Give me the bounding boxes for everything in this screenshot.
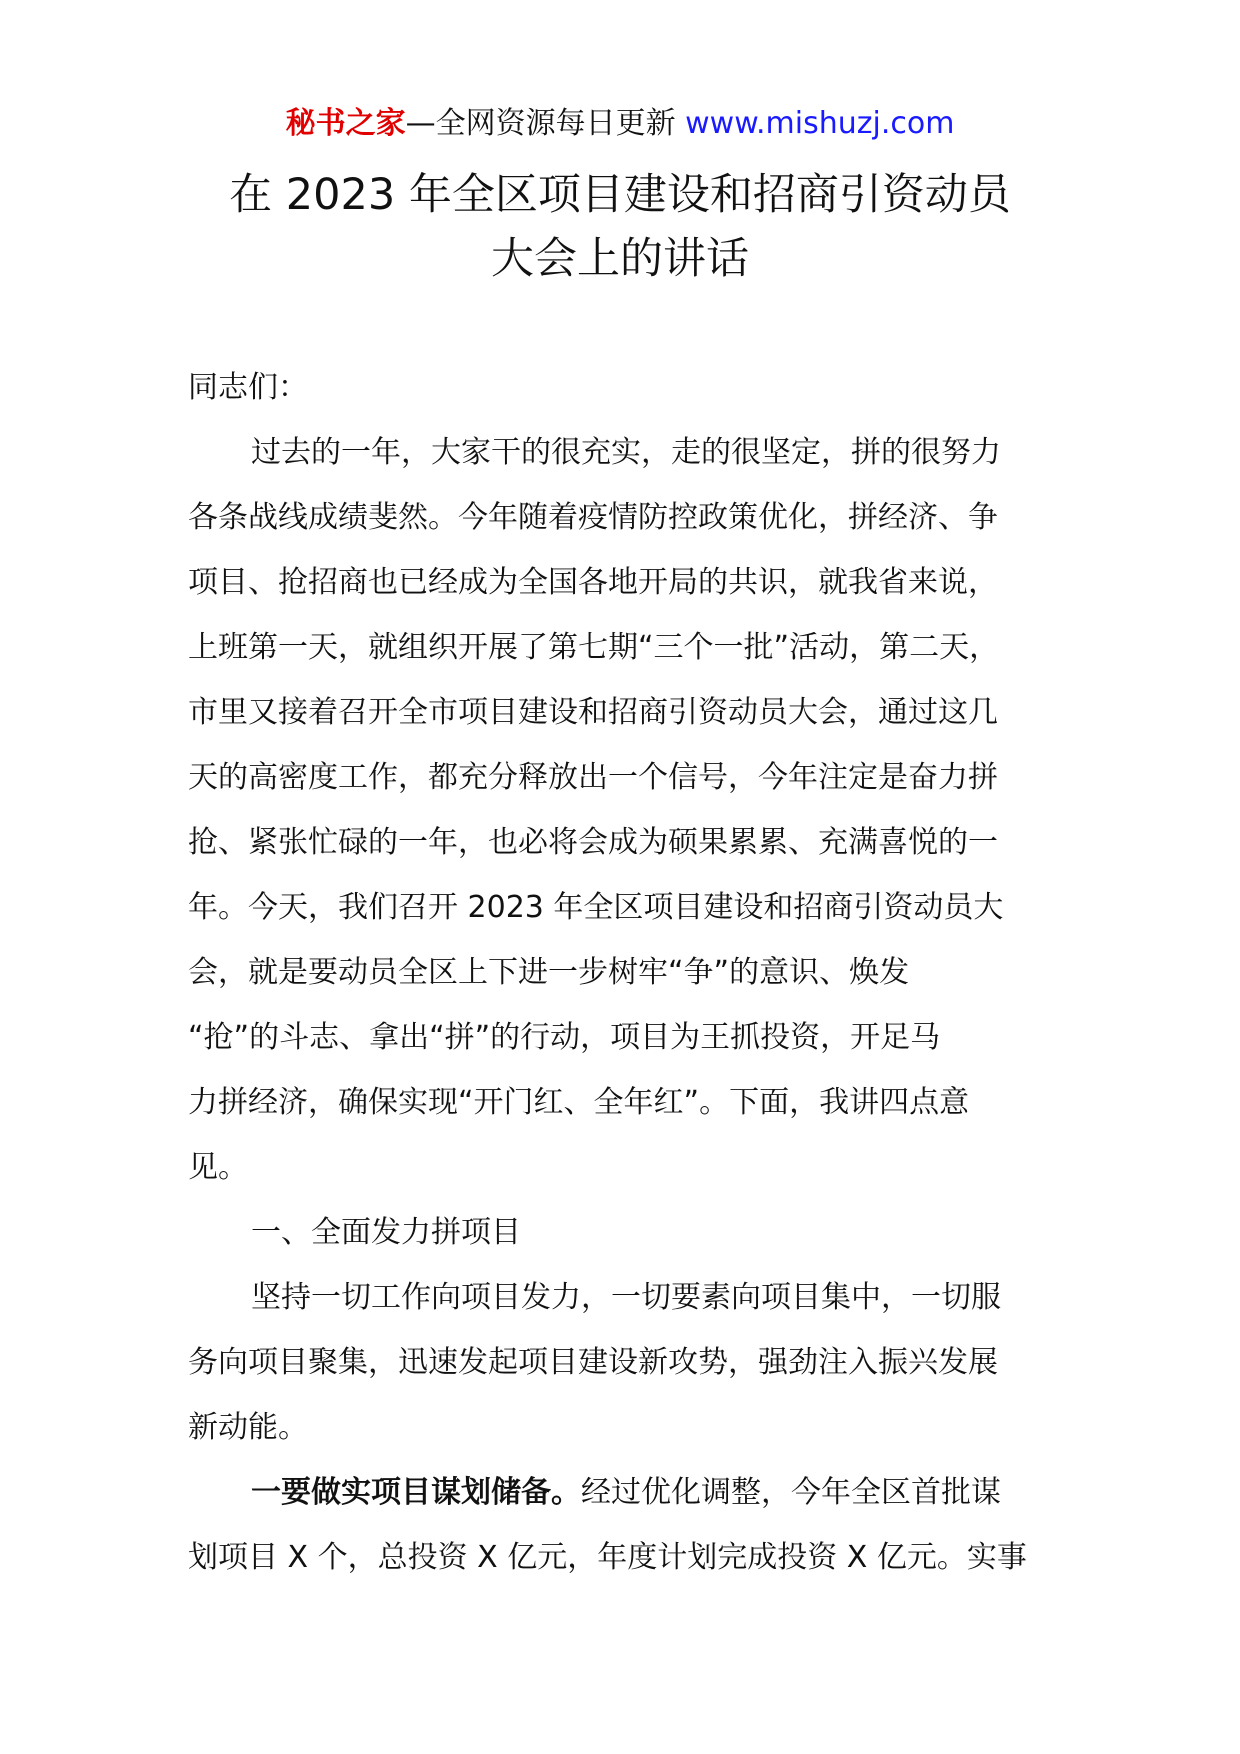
paragraph-line: 会，就是要动员全区上下进一步树牢“争”的意识、焕发 xyxy=(188,955,910,990)
site-url-link[interactable]: www.mishuzj.com xyxy=(685,106,955,141)
title-line-2: 大会上的讲话 xyxy=(491,234,749,284)
document-body xyxy=(188,355,1068,1590)
paragraph-line: 见。 xyxy=(188,1150,248,1185)
paragraph-line: 市里又接着召开全市项目建设和招商引资动员大会，通过这几 xyxy=(188,695,998,730)
paragraph-line: 过去的一年，大家干的很充实，走的很坚定，拼的很努力 xyxy=(251,435,1001,470)
paragraph-line: 抢、紧张忙碌的一年，也必将会成为硕果累累、充满喜悦的一 xyxy=(188,825,998,860)
paragraph-line: 项目、抢招商也已经成为全国各地开局的共识，就我省来说， xyxy=(188,565,998,600)
paragraph-line: 划项目 X 个，总投资 X 亿元，年度计划完成投资 X 亿元。实事 xyxy=(188,1540,1027,1575)
document-title xyxy=(0,163,1240,291)
paragraph-line: 务向项目聚集，迅速发起项目建设新攻势，强劲注入振兴发展 xyxy=(188,1345,998,1380)
site-header xyxy=(0,100,1240,148)
paragraph-line: 年。今天，我们召开 2023 年全区项目建设和招商引资动员大 xyxy=(188,890,1004,925)
title-line-1: 在 2023 年全区项目建设和招商引资动员 xyxy=(229,170,1011,220)
salutation: 同志们： xyxy=(188,370,308,405)
paragraph-line: “抢”的斗志、拿出“拼”的行动，项目为王抓投资，开足马 xyxy=(188,1020,941,1055)
paragraph-line: 坚持一切工作向项目发力，一切要素向项目集中，一切服 xyxy=(251,1280,1001,1315)
section-heading: 一、全面发力拼项目 xyxy=(251,1215,521,1250)
paragraph-line xyxy=(188,1460,1068,1525)
header-tagline: —全网资源每日更新 xyxy=(405,106,686,141)
paragraph-line: 新动能。 xyxy=(188,1410,308,1445)
paragraph-text: 经过优化调整，今年全区首批谋 xyxy=(581,1475,1001,1510)
brand-name: 秘书之家 xyxy=(285,106,406,141)
paragraph-line: 上班第一天，就组织开展了第七期“三个一批”活动，第二天， xyxy=(188,630,1000,665)
paragraph-line: 天的高密度工作，都充分释放出一个信号，今年注定是奋力拼 xyxy=(188,760,998,795)
bold-lead-in: 一要做实项目谋划储备。 xyxy=(251,1475,581,1510)
paragraph-line: 各条战线成绩斐然。今年随着疫情防控政策优化，拼经济、争 xyxy=(188,500,998,535)
paragraph-line: 力拼经济，确保实现“开门红、全年红”。下面，我讲四点意 xyxy=(188,1085,970,1120)
